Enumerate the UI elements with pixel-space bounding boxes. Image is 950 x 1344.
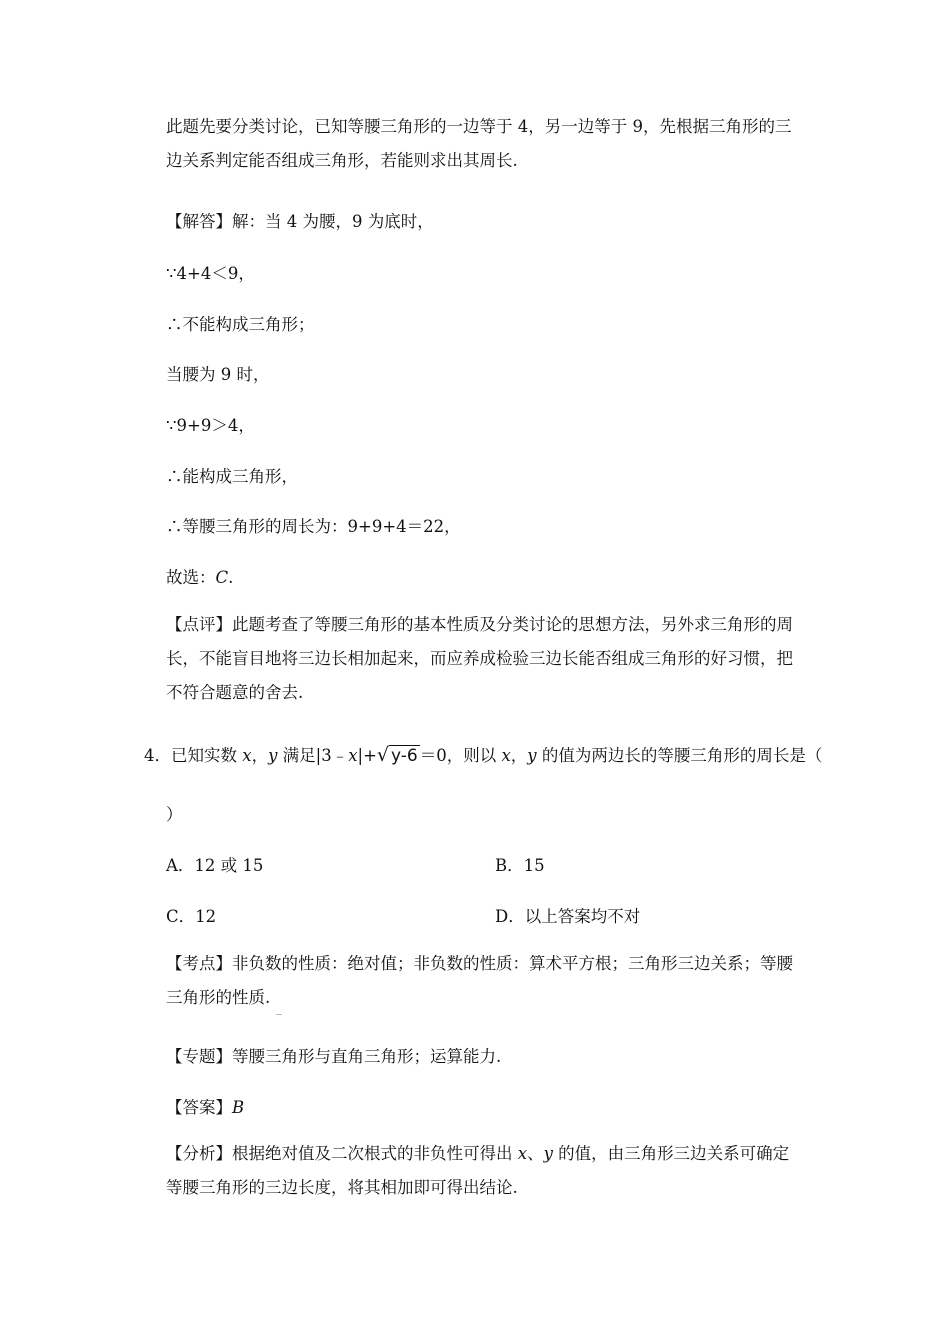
faint-mark <box>276 1014 282 1015</box>
q-text-5: 的值为两边长的等腰三角形的周长是（ <box>536 746 823 765</box>
var-x-2: x <box>348 746 358 765</box>
choice-answer: C <box>215 568 229 587</box>
analysis-var-y: y <box>543 1144 553 1163</box>
kaodian-line-1: 【考点】非负数的性质：绝对值；非负数的性质：算术平方根；三角形三边关系；等腰 <box>166 954 793 973</box>
comment-line-3: 不符合题意的舍去. <box>166 683 304 702</box>
sqrt-expression: √ y-6 <box>376 744 418 766</box>
answer-label: 【答案】 <box>166 1098 232 1117</box>
q-comma-2: ， <box>510 746 528 765</box>
solution-line-5: ∵9+9＞4， <box>166 416 255 435</box>
choice-prefix: 故选： <box>166 568 216 587</box>
question-4-stem <box>144 742 822 766</box>
zhuanti-line: 【专题】等腰三角形与直角三角形；运算能力. <box>166 1047 502 1066</box>
analysis-sep: 、 <box>527 1144 544 1163</box>
kaodian-line-2: 三角形的性质. <box>166 988 271 1007</box>
q-comma: ， <box>251 746 269 765</box>
sqrt-radicand: y-6 <box>391 746 418 766</box>
intro-line-1: 此题先要分类讨论，已知等腰三角形的一边等于 4，另一边等于 9，先根据三角形的三 <box>166 117 792 136</box>
solution-line-7: ∴等腰三角形的周长为：9+9+4＝22， <box>166 517 461 536</box>
choice-suffix: . <box>228 568 234 587</box>
analysis-text-2: 的值，由三角形三边关系可确定 <box>552 1144 790 1163</box>
analysis-line-2: 等腰三角形的三边长度，将其相加即可得出结论. <box>166 1178 518 1197</box>
solution-line-6: ∴能构成三角形， <box>166 467 298 486</box>
analysis-paragraph <box>166 1137 806 1205</box>
answer-line <box>166 1094 244 1118</box>
intro-line-2: 边关系判定能否组成三角形，若能则求出其周长. <box>166 151 518 170</box>
option-d: D．以上答案均不对 <box>495 907 641 926</box>
var-y-2: y <box>527 746 537 765</box>
question-4-close-paren: ） <box>166 805 183 824</box>
question-number: 4． <box>144 746 171 765</box>
var-x: x <box>242 746 252 765</box>
q-text-3: |+ <box>357 746 377 765</box>
q-text-4: ＝0，则以 <box>419 746 502 765</box>
solution-line-1: 【解答】解：当 4 为腰，9 为底时， <box>166 212 434 231</box>
solution-line-2: ∵4+4＜9， <box>166 264 255 283</box>
kaodian-paragraph <box>166 947 806 1015</box>
comment-paragraph <box>166 608 806 710</box>
solution-choice <box>166 564 233 588</box>
option-a: A．12 或 15 <box>166 856 264 875</box>
intro-paragraph <box>166 110 806 178</box>
analysis-var-x: x <box>517 1144 528 1163</box>
option-c: C．12 <box>166 907 217 926</box>
analysis-text-1: 【分析】根据绝对值及二次根式的非负性可得出 <box>166 1144 518 1163</box>
solution-line-3: ∴不能构成三角形； <box>166 315 315 334</box>
comment-line-2: 长，不能盲目地将三边长相加起来，而应养成检验三边长能否组成三角形的好习惯，把 <box>166 649 793 668</box>
analysis-line-1 <box>166 1137 806 1171</box>
q-text-2: 满足|3﹣ <box>277 746 349 765</box>
q-text-1: 已知实数 <box>171 746 243 765</box>
answer-value: B <box>232 1098 245 1117</box>
var-y: y <box>268 746 278 765</box>
comment-line-1: 【点评】此题考查了等腰三角形的基本性质及分类讨论的思想方法，另外求三角形的周 <box>166 615 793 634</box>
option-b: B．15 <box>495 856 545 875</box>
kaodian-line-2-wrap <box>166 981 806 1015</box>
var-x-3: x <box>501 746 511 765</box>
solution-line-4: 当腰为 9 时， <box>166 365 270 384</box>
